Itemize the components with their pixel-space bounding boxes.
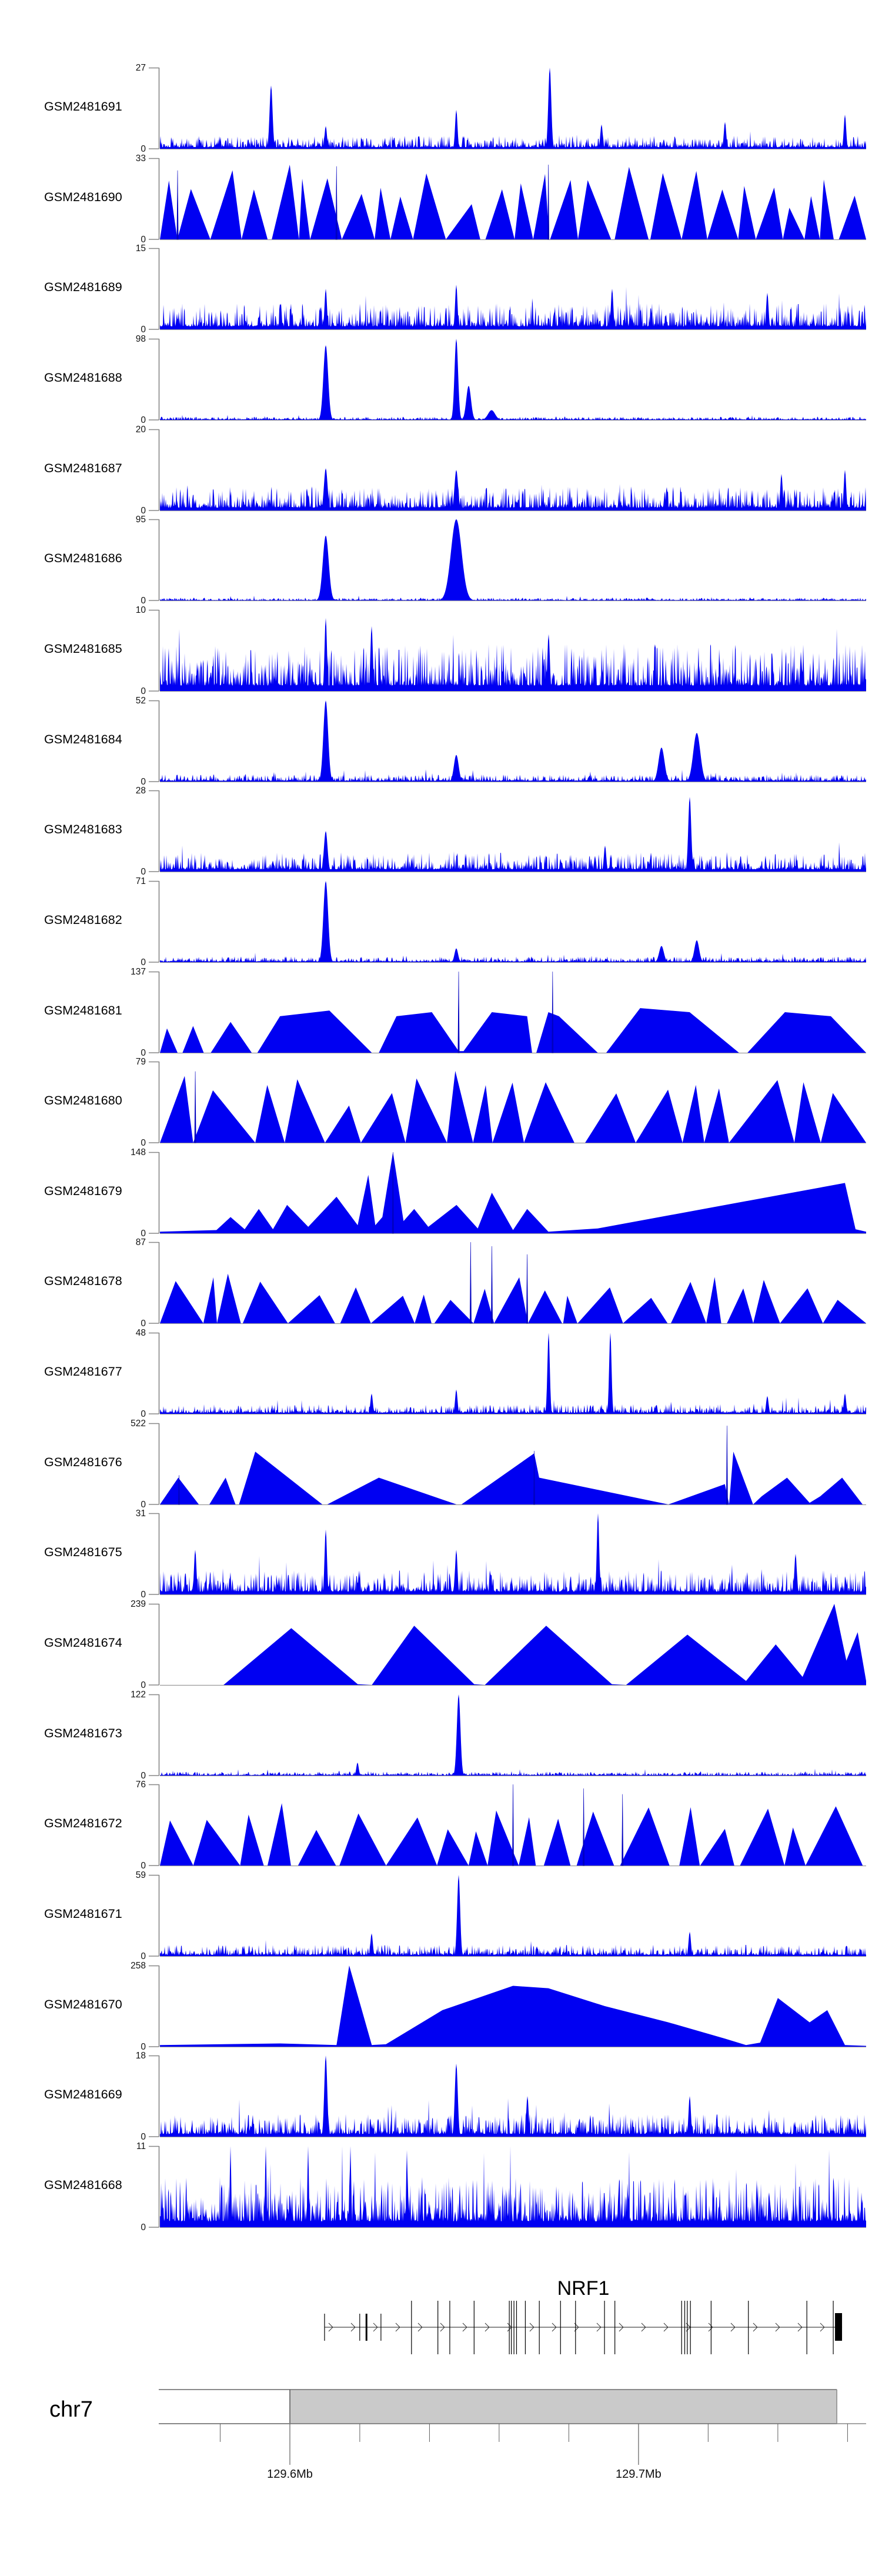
ymax-label: 11 (136, 2141, 146, 2151)
ymax-label: 27 (135, 63, 146, 73)
coverage-area (160, 2146, 866, 2227)
track-label: GSM2481675 (44, 1545, 122, 1560)
zero-label: 0 (141, 1861, 146, 1871)
track-signal (0, 154, 882, 245)
track-signal (0, 1599, 882, 1691)
track-signal (0, 1961, 882, 2053)
zero-label: 0 (141, 505, 146, 516)
ymax-label: 31 (135, 1509, 146, 1519)
coverage-area (223, 1604, 866, 1685)
region-ideogram (159, 2390, 837, 2424)
ymax-label: 28 (135, 786, 146, 796)
track-row (0, 696, 882, 788)
track-row (0, 2141, 882, 2233)
track-row (0, 63, 882, 155)
track-row (0, 1599, 882, 1691)
ymax-label: 258 (131, 1960, 146, 1971)
zero-label: 0 (141, 596, 146, 606)
zero-label: 0 (141, 144, 146, 154)
zero-label: 0 (141, 1499, 146, 1510)
ymax-label: 87 (135, 1237, 146, 1248)
track-label: GSM2481673 (44, 1726, 122, 1740)
ymax-label: 33 (135, 153, 146, 163)
ymax-label: 59 (135, 1870, 146, 1880)
track-label: GSM2481684 (44, 732, 122, 746)
zero-label: 0 (141, 776, 146, 787)
zero-label: 0 (141, 1680, 146, 1691)
track-row (0, 515, 882, 606)
coverage-area (160, 1071, 866, 1143)
coverage-area (160, 618, 866, 691)
axis-tick-label: 129.6Mb (267, 2468, 313, 2481)
track-label: GSM2481680 (44, 1093, 122, 1108)
zero-label: 0 (141, 234, 146, 245)
track-row (0, 1961, 882, 2053)
track-signal (0, 1780, 882, 1871)
zero-label: 0 (141, 1770, 146, 1781)
ymax-label: 122 (131, 1689, 146, 1700)
track-label: GSM2481690 (44, 189, 122, 204)
ymax-label: 52 (135, 695, 146, 706)
track-row (0, 2051, 882, 2143)
gene-model (325, 2301, 842, 2354)
coverage-area (160, 1451, 863, 1504)
ymax-label: 239 (131, 1599, 146, 1610)
track-signal (0, 696, 882, 788)
coverage-area (160, 700, 866, 782)
track-label: GSM2481669 (44, 2087, 122, 2102)
ymax-label: 95 (135, 515, 146, 525)
track-label: GSM2481678 (44, 1274, 122, 1289)
track-signal (0, 876, 882, 968)
ymax-label: 148 (131, 1147, 146, 1157)
track-label: GSM2481682 (44, 912, 122, 927)
track-label: GSM2481688 (44, 370, 122, 385)
track-row (0, 1328, 882, 1420)
track-row (0, 1690, 882, 1781)
zero-label: 0 (141, 1047, 146, 1058)
track-label: GSM2481671 (44, 1907, 122, 1921)
zero-label: 0 (141, 1951, 146, 1961)
track-label: GSM2481677 (44, 1364, 122, 1379)
track-row (0, 786, 882, 877)
axis-tick-label: 129.7Mb (615, 2468, 662, 2481)
zero-label: 0 (141, 1319, 146, 1329)
ideogram-white-segment (159, 2390, 290, 2423)
track-row (0, 334, 882, 426)
ymax-label: 76 (135, 1780, 146, 1790)
track-label: GSM2481683 (44, 822, 122, 837)
zero-label: 0 (141, 2041, 146, 2052)
track-signal (0, 1419, 882, 1510)
ymax-label: 137 (131, 966, 146, 977)
zero-label: 0 (141, 1590, 146, 1600)
track-signal (0, 1690, 882, 1781)
zero-label: 0 (141, 2222, 146, 2233)
zero-label: 0 (141, 1409, 146, 1420)
gene-and-axis-panel (0, 2258, 882, 2576)
track-label: GSM2481670 (44, 1997, 122, 2011)
track-signal (0, 515, 882, 606)
track-label: GSM2481676 (44, 1454, 122, 1469)
track-row (0, 154, 882, 245)
coverage-area (160, 1333, 866, 1414)
ymax-label: 522 (131, 1418, 146, 1429)
track-signal (0, 1870, 882, 1962)
track-label: GSM2481689 (44, 280, 122, 295)
terminal-exon-box (835, 2313, 842, 2341)
track-row (0, 1419, 882, 1510)
track-signal (0, 334, 882, 426)
coverage-spikes (195, 1072, 196, 1143)
ymax-label: 18 (135, 2051, 146, 2061)
track-row (0, 876, 882, 968)
zero-label: 0 (141, 867, 146, 877)
zero-label: 0 (141, 1138, 146, 1149)
coverage-area (160, 2056, 866, 2137)
track-signal (0, 63, 882, 155)
track-label: GSM2481679 (44, 1183, 122, 1198)
track-row (0, 1870, 882, 1962)
track-signal (0, 2051, 882, 2143)
track-row (0, 1237, 882, 1329)
coverage-area (160, 165, 866, 239)
coverage-area (160, 1803, 863, 1866)
coverage-area (160, 1875, 866, 1956)
track-label: GSM2481687 (44, 461, 122, 475)
track-row (0, 967, 882, 1059)
track-label: GSM2481672 (44, 1816, 122, 1831)
genome-axis (159, 2424, 866, 2465)
coverage-area (160, 881, 866, 962)
ideogram-gray-segment (290, 2390, 837, 2423)
zero-label: 0 (141, 2132, 146, 2143)
ymax-label: 48 (135, 1328, 146, 1339)
track-row (0, 1147, 882, 1239)
coverage-area (160, 1694, 866, 1776)
ymax-label: 15 (135, 243, 146, 254)
zero-label: 0 (141, 686, 146, 696)
track-row (0, 243, 882, 335)
coverage-area (160, 1008, 866, 1053)
coverage-area (160, 1152, 866, 1233)
zero-label: 0 (141, 415, 146, 425)
track-row (0, 425, 882, 516)
zero-label: 0 (141, 325, 146, 335)
track-label: GSM2481681 (44, 1003, 122, 1017)
track-label: GSM2481686 (44, 551, 122, 566)
track-signal (0, 425, 882, 516)
track-row (0, 1509, 882, 1600)
track-label: GSM2481685 (44, 641, 122, 656)
coverage-area (160, 1513, 866, 1594)
coverage-area (160, 1274, 866, 1323)
chromosome-label: chr7 (49, 2397, 93, 2422)
track-signal (0, 1328, 882, 1420)
ymax-label: 20 (135, 424, 146, 435)
coverage-area (160, 1966, 866, 2047)
zero-label: 0 (141, 1228, 146, 1239)
track-signal (0, 1147, 882, 1239)
track-signal (0, 243, 882, 335)
ymax-label: 71 (135, 876, 146, 886)
coverage-area (160, 285, 866, 329)
track-signal (0, 1237, 882, 1329)
track-row (0, 605, 882, 697)
track-signal (0, 2141, 882, 2233)
track-signal (0, 605, 882, 697)
track-label: GSM2481691 (44, 99, 122, 114)
coverage-area (160, 468, 866, 510)
gene-label: NRF1 (557, 2277, 610, 2300)
track-signal (0, 1509, 882, 1600)
coverage-area (160, 797, 866, 872)
track-signal (0, 967, 882, 1059)
coverage-area (160, 68, 866, 149)
track-row (0, 1057, 882, 1149)
ymax-label: 98 (135, 333, 146, 344)
coverage-area (160, 339, 866, 420)
coverage-area (160, 519, 866, 600)
track-signal (0, 1057, 882, 1149)
track-signal (0, 786, 882, 877)
ymax-label: 79 (135, 1057, 146, 1067)
ymax-label: 10 (135, 605, 146, 615)
track-label: GSM2481674 (44, 1636, 122, 1650)
track-row (0, 1780, 882, 1871)
zero-label: 0 (141, 957, 146, 967)
track-label: GSM2481668 (44, 2177, 122, 2192)
